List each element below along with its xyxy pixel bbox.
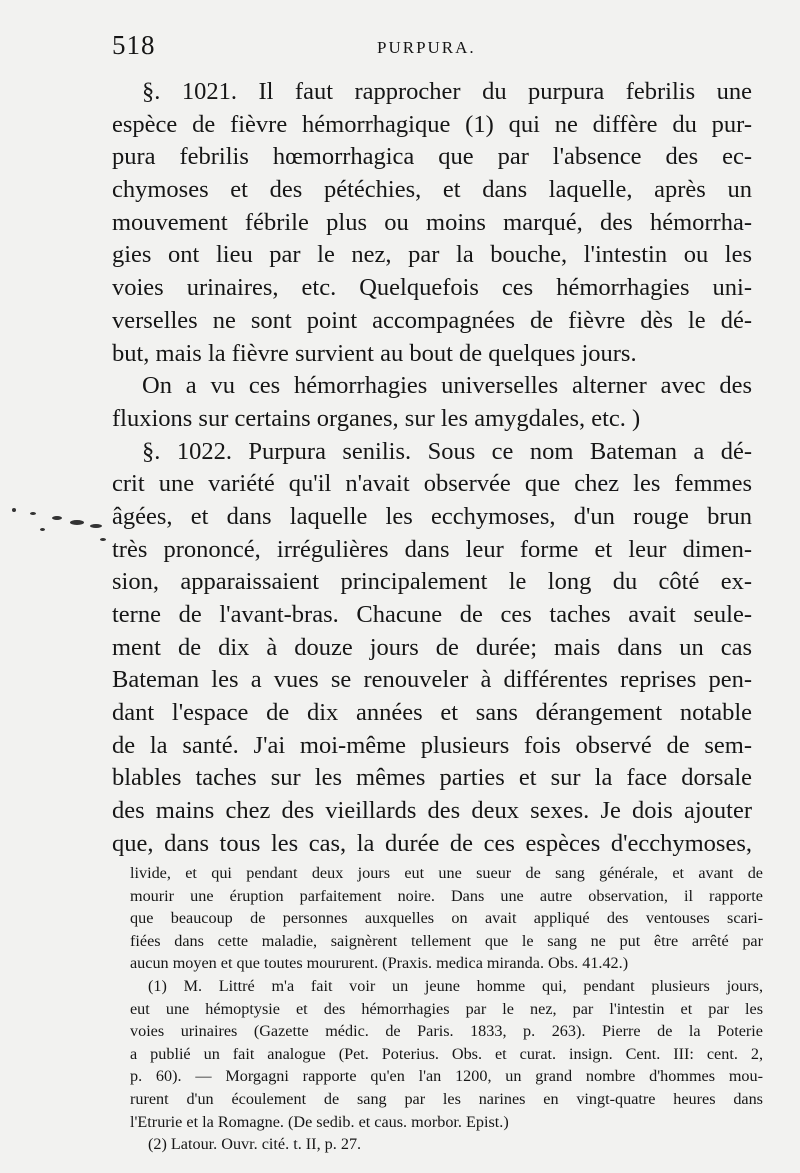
footnote-line: (2) Latour. Ouvr. cité. t. II, p. 27. [148,1135,362,1154]
footnote-line: livide, et qui pendant deux jours eut une sueur de sang générale, et avant de [130,864,763,882]
footnote-line: aucun moyen et que toutes moururent. (Praxis. medica miranda. Obs. 41.42.) [130,954,629,973]
body-line: sion, apparaissaient principalement le long du côté ex- [112,568,752,596]
body-line: chymoses et des pétéchies, et dans laquelle, après un [112,176,752,204]
body-line: verselles ne sont point accompagnées de fièvre dès le dé- [112,306,752,334]
body-line: âgées, et dans laquelle les ecchymoses, d'un rouge brun [112,502,752,530]
running-head: PURPURA. [377,38,476,57]
body-line: mouvement fébrile plus ou moins marqué, des hémorrha- [112,208,752,236]
body-line: ment de dix à douze jours de durée; mais dans un cas [112,633,752,661]
body-line: §. 1022. Purpura senilis. Sous ce nom Bateman a dé- [142,437,752,465]
body-line: voies urinaires, etc. Quelquefois ces hémorrhagies uni- [112,274,752,302]
body-line: crit une variété qu'il n'avait observée que chez les femmes [112,470,752,498]
footnote-line: (1) M. Littré m'a fait voir un jeune homme qui, pendant plusieurs jours, [148,976,763,995]
footnote-line: p. 60). — Morgagni rapporte qu'en l'an 1200, un grand nombre d'hommes mou- [130,1067,763,1086]
footnote-line: voies urinaires (Gazette médic. de Paris. 1833, p. 263). Pierre de la Poterie [130,1022,763,1041]
body-line: §. 1021. Il faut rapprocher du purpura febrilis une [142,78,752,105]
footnote-line: fiées dans cette maladie, saignèrent tellement que le sang ne put être arrêté par [130,931,763,950]
body-line: terne de l'avant-bras. Chacune de ces taches avait seule- [112,601,752,628]
footnotes [130,862,763,1156]
body-text [112,76,752,861]
footnote-line: a publié un fait analogue (Pet. Poterius. Obs. et curat. insign. Cent. III: cent. 2, [130,1044,763,1063]
body-line: dant l'espace de dix années et sans dérangement notable [112,699,752,727]
body-line: que, dans tous les cas, la durée de ces espèces d'ecchymoses, [112,829,752,857]
body-line: gies ont lieu par le nez, par la bouche, l'intestin ou les [112,241,752,269]
footnote-line: l'Etrurie et la Romagne. (De sedib. et caus. morbor. Epist.) [130,1112,509,1131]
ink-smudge [0,498,112,548]
page-header [112,30,762,66]
body-line: espèce de fièvre hémorrhagique (1) qui ne diffère du pur- [112,110,752,138]
footnote-line: rurent d'un écoulement de sang par les narines en vingt-quatre heures dans [130,1089,763,1108]
footnote-line: que beaucoup de personnes auxquelles on avait appliqué des ventouses scari- [130,909,763,928]
body-line: blables taches sur les mêmes parties et sur la face dorsale [112,764,752,792]
body-line: de la santé. J'ai moi-même plusieurs fois observé de sem- [112,731,752,759]
body-line: but, mais la fièvre survient au bout de quelques jours. [112,339,637,367]
body-line: Bateman les a vues se renouveler à différentes reprises pen- [112,666,752,694]
footnote-line: mourir une éruption parfaitement noire. Dans une autre observation, il rapporte [130,886,763,905]
page-number: 518 [112,30,156,60]
body-line: des mains chez des vieillards des deux sexes. Je dois ajouter [112,797,752,825]
body-line: On a vu ces hémorrhagies universelles alterner avec des [142,372,752,400]
body-line: fluxions sur certains organes, sur les amygdales, etc. ) [112,404,641,432]
body-line: pura febrilis hœmorrhagica que par l'absence des ec- [112,143,752,171]
body-line: très prononcé, irrégulières dans leur forme et leur dimen- [112,535,752,563]
footnote-line: eut une hémoptysie et des hémorrhagies par le nez, par l'intestin et par les [130,999,763,1018]
